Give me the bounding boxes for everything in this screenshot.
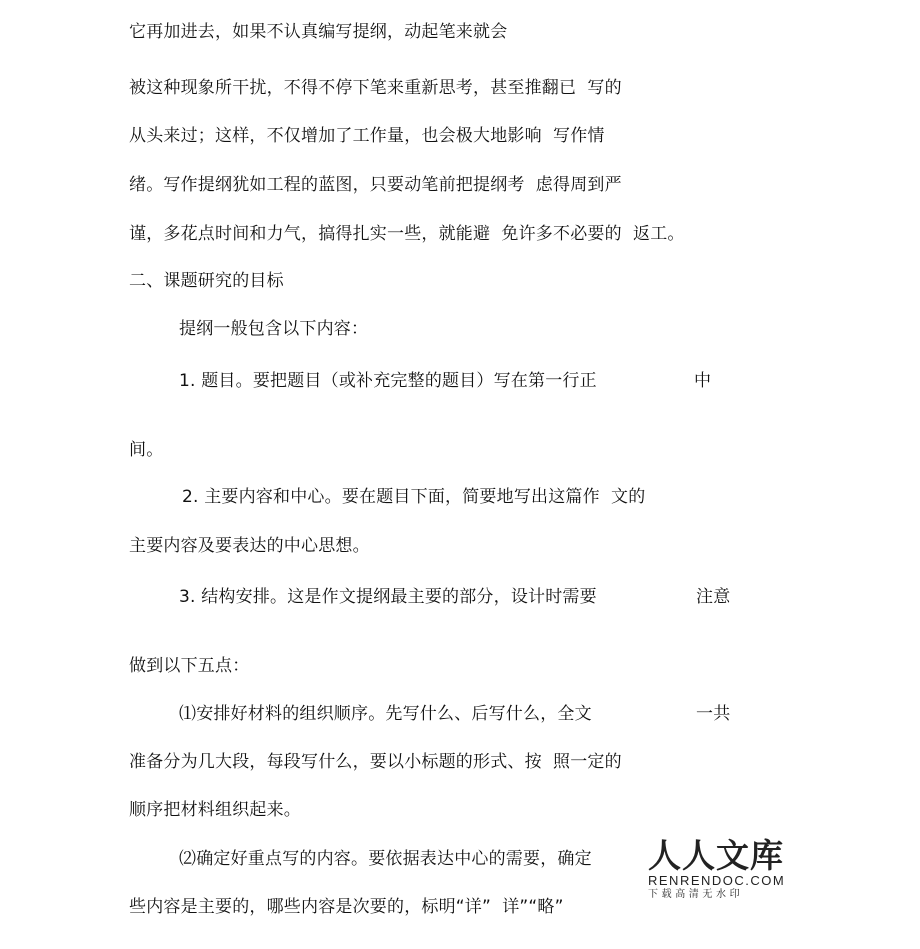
watermark-title: 人人文库 (648, 836, 784, 875)
text-line-12-tail: 注意 (696, 587, 731, 607)
text-line-5: 谨，多花点时间和力气，搞得扎实一些，就能避 免许多不必要的 返工。 (129, 224, 685, 244)
section-heading: 二、课题研究的目标 (129, 271, 284, 291)
text-line-14: ⑴安排好材料的组织顺序。先写什么、后写什么，全文 (179, 704, 592, 724)
text-line-18: 些内容是主要的，哪些内容是次要的，标明“详” 详”“略” (129, 897, 564, 917)
text-line-12: 3. 结构安排。这是作文提纲最主要的部分，设计时需要 (179, 587, 597, 607)
watermark-slogan: 下载高清无水印 (648, 889, 744, 900)
text-line-7: 提纲一般包含以下内容： (179, 319, 369, 339)
text-line-3: 从头来过；这样，不仅增加了工作量，也会极大地影响 写作情 (129, 126, 605, 146)
text-line-2: 被这种现象所干扰，不得不停下笔来重新思考，甚至推翻已 写的 (129, 78, 622, 98)
text-line-14-tail: 一共 (696, 704, 731, 724)
text-line-16: 顺序把材料组织起来。 (129, 800, 301, 820)
text-line-15: 准备分为几大段，每段写什么，要以小标题的形式、按 照一定的 (129, 752, 622, 772)
text-line-1: 它再加进去，如果不认真编写提纲，动起笔来就会 (129, 22, 508, 42)
text-line-13: 做到以下五点： (129, 656, 250, 676)
watermark-logo (648, 836, 786, 902)
text-line-9: 间。 (129, 440, 164, 460)
text-line-17: ⑵确定好重点写的内容。要依据表达中心的需要，确定 (179, 849, 592, 869)
text-line-11: 主要内容及要表达的中心思想。 (129, 536, 370, 556)
text-line-4: 绪。写作提纲犹如工程的蓝图，只要动笔前把提纲考 虑得周到严 (129, 175, 622, 195)
text-line-10: 2. 主要内容和中心。要在题目下面，简要地写出这篇作 文的 (182, 487, 646, 507)
text-line-8-tail: 中 (694, 371, 712, 391)
text-line-8: 1. 题目。要把题目（或补充完整的题目）写在第一行正 (179, 371, 597, 391)
watermark-domain: RENRENDOC.COM (648, 873, 786, 888)
